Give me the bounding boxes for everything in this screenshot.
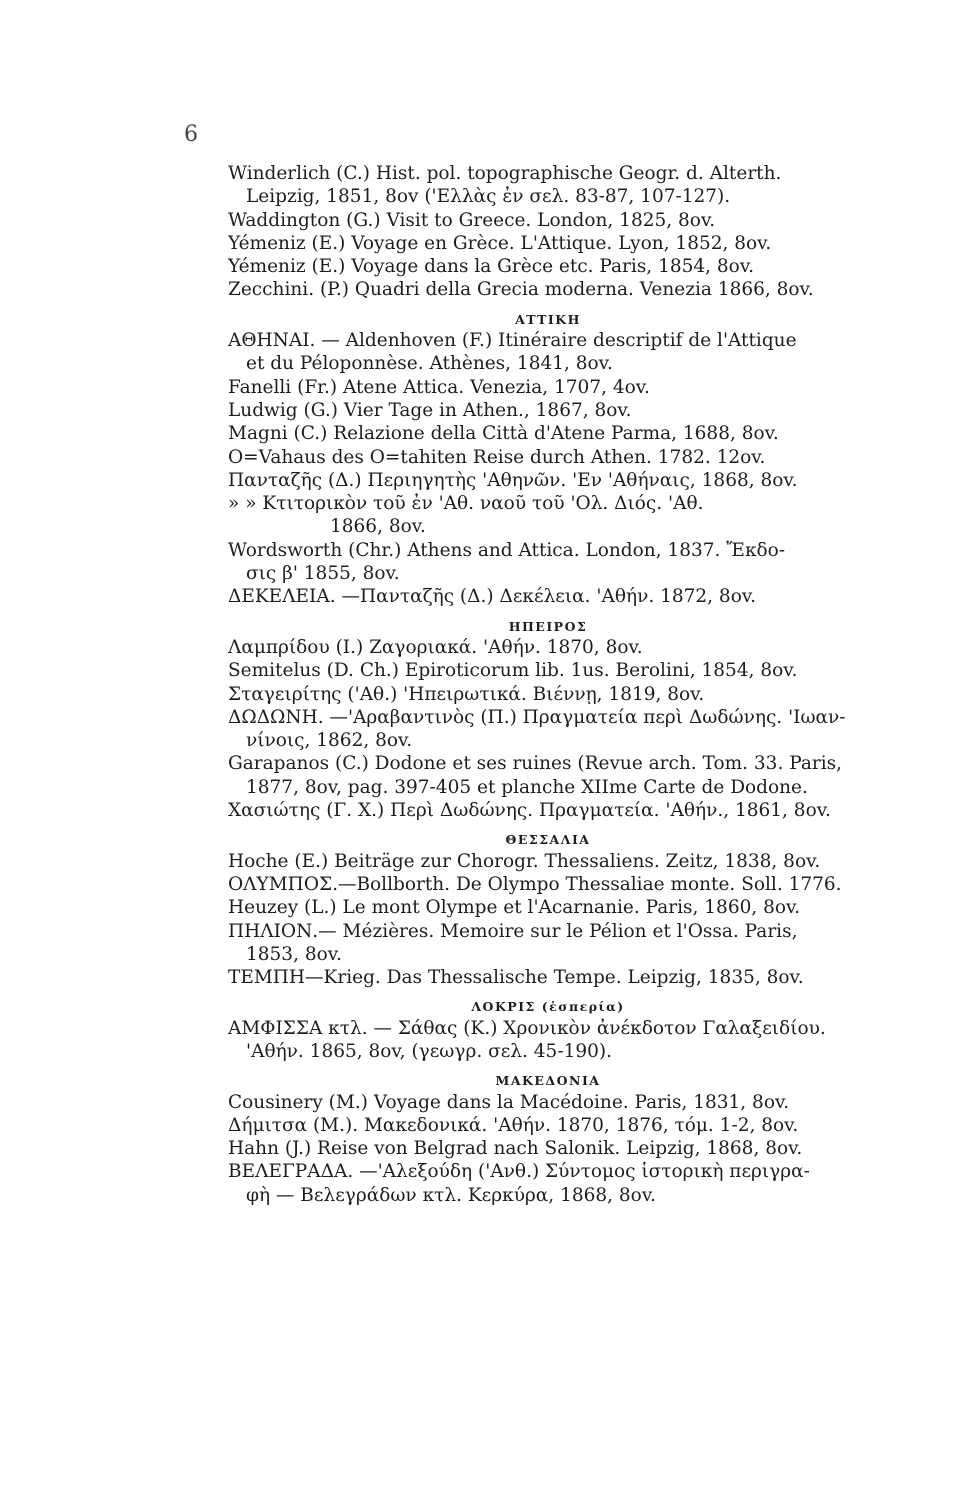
entry-line: Heuzey (L.) Le mont Olympe et l'Acarnanie. Paris, 1860, 8ov. <box>228 897 801 919</box>
section-heading: ΛΟΚΡΙΣ (ἑσπερία) <box>471 999 625 1015</box>
entry-line: Leipzig, 1851, 8ov ('Ελλὰς ἐν σελ. 83-87, 107-127). <box>246 186 731 208</box>
bibliography-text <box>228 162 868 1207</box>
entry-line: Magni (C.) Relazione della Città d'Atene Parma, 1688, 8ov. <box>228 423 779 445</box>
section <box>228 162 868 302</box>
entry-line: Ludwig (G.) Vier Tage in Athen., 1867, 8ov. <box>228 399 632 421</box>
entry-line: Χασιώτης (Γ. Χ.) Περὶ Δωδώνης. Πραγματεία. 'Αθήν., 1861, 8ov. <box>228 800 831 822</box>
entry-line: ΑΘΗΝΑΙ. — Aldenhoven (F.) Itinéraire descriptif de l'Attique <box>228 330 797 352</box>
entry-line: Wordsworth (Chr.) Athens and Attica. London, 1837. Ἔκδο- <box>228 539 786 561</box>
entry-line: ΒΕΛΕΓΡΑΔΑ. —'Αλεξούδη ('Ανθ.) Σύντομος ἱστορικὴ περιγρα- <box>228 1161 810 1183</box>
entry-line: 1866, 8ov. <box>330 516 426 538</box>
entry-line: et du Péloponnèse. Athènes, 1841, 8ov. <box>246 353 613 375</box>
page-number: 6 <box>184 122 198 147</box>
entry-line: Hoche (E.) Beiträge zur Chorogr. Thessaliens. Zeitz, 1838, 8ov. <box>228 850 821 872</box>
entry-line: Hahn (J.) Reise von Belgrad nach Salonik. Leipzig, 1868, 8ov. <box>228 1138 803 1160</box>
entry-line: ΑΜΦΙΣΣΑ κτλ. — Σάθας (Κ.) Χρονικὸν ἀνέκδοτον Γαλαξειδίου. <box>228 1017 826 1039</box>
entry-line: 1853, 8ov. <box>246 943 342 965</box>
section-heading: ΑΤΤΙΚΗ <box>515 311 581 327</box>
entry-line: Yémeniz (E.) Voyage dans la Grèce etc. Paris, 1854, 8ov. <box>228 256 754 278</box>
entry-line: O=Vahaus des O=tahiten Reise durch Athen. 1782. 12ov. <box>228 446 766 468</box>
entry-line: νίνοις, 1862, 8ov. <box>246 730 413 752</box>
entry-line: φὴ — Βελεγράδων κτλ. Κερκύρα, 1868, 8ov. <box>246 1184 656 1206</box>
entry-line: Δήμιτσα (Μ.). Μακεδονικά. 'Αθήν. 1870, 1876, τόμ. 1-2, 8ov. <box>228 1114 799 1136</box>
entry-line: ΤΕΜΠΗ—Krieg. Das Thessalische Tempe. Leipzig, 1835, 8ov. <box>228 967 804 989</box>
entry-line: Λαμπρίδου (Ι.) Ζαγοριακά. 'Αθήν. 1870, 8ov. <box>228 636 643 658</box>
entry-line: Πανταζῆς (Δ.) Περιηγητὴς 'Αθηνῶν. 'Εν 'Αθήναις, 1868, 8ov. <box>228 469 798 491</box>
entry-line: » » Κτιτορικὸν τοῦ ἐν 'Αθ. ναοῦ τοῦ 'Ολ. Διός. 'Αθ. <box>228 493 704 515</box>
section <box>228 993 868 1063</box>
section <box>228 1067 868 1207</box>
entry-line: Winderlich (C.) Hist. pol. topographische Geogr. d. Alterth. <box>228 163 782 184</box>
entry-line: Waddington (G.) Visit to Greece. London, 1825, 8ov. <box>228 209 716 231</box>
section <box>228 306 868 609</box>
entry-line: ΠΗΛΙΟΝ.— Mézières. Memoire sur le Pélion et l'Ossa. Paris, <box>228 920 798 942</box>
entry-line: 1877, 8ov, pag. 397-405 et planche XIIme Carte de Dodone. <box>246 776 808 798</box>
entry-line: Yémeniz (E.) Voyage en Grèce. L'Attique. Lyon, 1852, 8ov. <box>228 232 772 254</box>
section <box>228 613 868 823</box>
entry-line: 'Αθήν. 1865, 8ov, (γεωγρ. σελ. 45-190). <box>246 1040 612 1062</box>
entry-line: σις β' 1855, 8ov. <box>246 563 400 585</box>
entry-line: Garapanos (C.) Dodone et ses ruines (Revue arch. Tom. 33. Paris, <box>228 753 842 775</box>
entry-line: Zecchini. (P.) Quadri della Grecia moderna. Venezia 1866, 8ov. <box>228 279 814 301</box>
entry-line: ΔΕΚΕΛΕΙΑ. —Πανταζῆς (Δ.) Δεκέλεια. 'Αθήν. 1872, 8ov. <box>228 586 756 608</box>
section <box>228 826 868 989</box>
entry-line: Cousinery (M.) Voyage dans la Macédoine. Paris, 1831, 8ov. <box>228 1091 790 1113</box>
section-heading: ΘΕΣΣΑΛΙΑ <box>505 832 591 848</box>
entry-line: ΔΩΔΩΝΗ. —'Αραβαντινὸς (Π.) Πραγματεία περὶ Δωδώνης. 'Ιωαν- <box>228 706 846 728</box>
entry-line: Σταγειρίτης ('Αθ.) 'Ηπειρωτικά. Βιέννῃ, 1819, 8ov. <box>228 683 705 705</box>
section-heading: ΜΑΚΕΔΟΝΙΑ <box>495 1073 601 1089</box>
entry-line: Semitelus (D. Ch.) Epiroticorum lib. 1us. Berolini, 1854, 8ov. <box>228 660 798 682</box>
section-heading: ΗΠΕΙΡΟΣ <box>508 618 588 634</box>
entry-line: ΟΛΥΜΠΟΣ.—Bollborth. De Olympo Thessaliae monte. Soll. 1776. <box>228 873 842 895</box>
entry-line: Fanelli (Fr.) Atene Attica. Venezia, 1707, 4ov. <box>228 376 650 398</box>
